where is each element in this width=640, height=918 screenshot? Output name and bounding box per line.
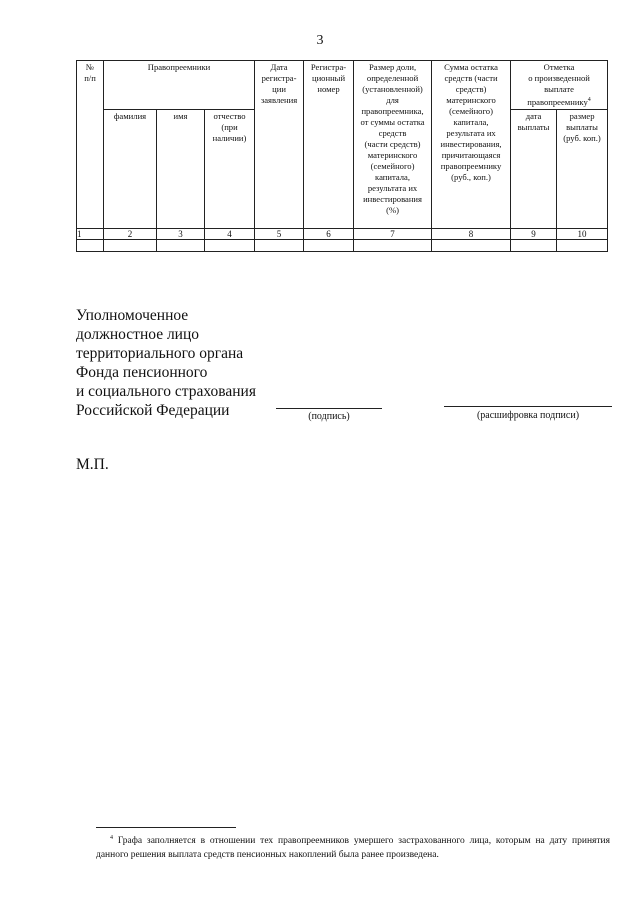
signature-decode-line — [444, 406, 612, 407]
table-cell — [255, 240, 304, 252]
official-title-line: Российской Федерации — [76, 402, 230, 419]
footnote-text: Графа заполняется в отношении тех правопреемников умершего застрахованного лица, которым на дату принятия данного решения выплата средств пенсионных накоплений была ранее произведена. — [96, 836, 611, 861]
official-title-line: Уполномоченное — [76, 307, 189, 324]
table-cell — [104, 240, 157, 252]
signature-decode-caption: (расшифровка подписи) — [476, 410, 580, 421]
table-cell — [205, 240, 255, 252]
header-registration-number: Регистра- ционный номер — [304, 61, 354, 229]
column-number: 4 — [205, 229, 255, 240]
footnote-divider — [96, 827, 236, 828]
header-patronymic: отчество (при наличии) — [205, 110, 255, 229]
header-payment-date: дата выплаты — [511, 110, 557, 229]
column-number: 6 — [304, 229, 354, 240]
official-title-line: территориального органа — [76, 345, 244, 362]
table-cell — [432, 240, 511, 252]
column-number: 9 — [511, 229, 557, 240]
table-row — [77, 240, 608, 252]
column-number: 7 — [354, 229, 432, 240]
header-row-number: № п/п — [77, 61, 104, 229]
official-title-line: должностное лицо — [76, 326, 200, 343]
footnote — [96, 831, 610, 862]
header-remaining-sum: Сумма остатка средств (части средств) материнского (семейного) капитала, результата их инвестирования, причитающаяся правопреемнику (руб., коп.) — [432, 61, 511, 229]
successors-table — [76, 60, 608, 252]
official-title-line: Фонда пенсионного — [76, 364, 208, 381]
table-cell — [77, 240, 104, 252]
header-share-size: Размер доли, определенной (установленной) для правопреемника, от суммы остатка средств (части средств) материнского (семейного) капитала, результата их инвестирования (%) — [354, 61, 432, 229]
table-cell — [157, 240, 205, 252]
column-number: 10 — [557, 229, 608, 240]
column-number: 5 — [255, 229, 304, 240]
header-payment-mark-text: Отметка о произведенной выплате правопреемнику — [527, 62, 590, 107]
header-payment-amount: размер выплаты (руб. коп.) — [557, 110, 608, 229]
table-cell — [557, 240, 608, 252]
stamp-place: М.П. — [76, 456, 109, 473]
official-title-line: и социального страхования — [76, 383, 256, 400]
signature-caption: (подпись) — [308, 411, 350, 422]
column-number: 2 — [104, 229, 157, 240]
header-application-date: Дата регистра- ции заявления — [255, 61, 304, 229]
column-number: 8 — [432, 229, 511, 240]
column-number: 1 — [77, 229, 104, 240]
footnote-ref: 4 — [587, 97, 591, 103]
footnote-mark: 4 — [110, 835, 113, 841]
header-successors: Правопреемники — [104, 61, 255, 110]
signature-line — [276, 408, 382, 409]
header-surname: фамилия — [104, 110, 157, 229]
page-number: 3 — [316, 33, 324, 48]
header-payment-mark — [511, 61, 608, 110]
table-cell — [304, 240, 354, 252]
column-number: 3 — [157, 229, 205, 240]
official-title — [76, 306, 256, 420]
table-cell — [354, 240, 432, 252]
header-name: имя — [157, 110, 205, 229]
table-cell — [511, 240, 557, 252]
